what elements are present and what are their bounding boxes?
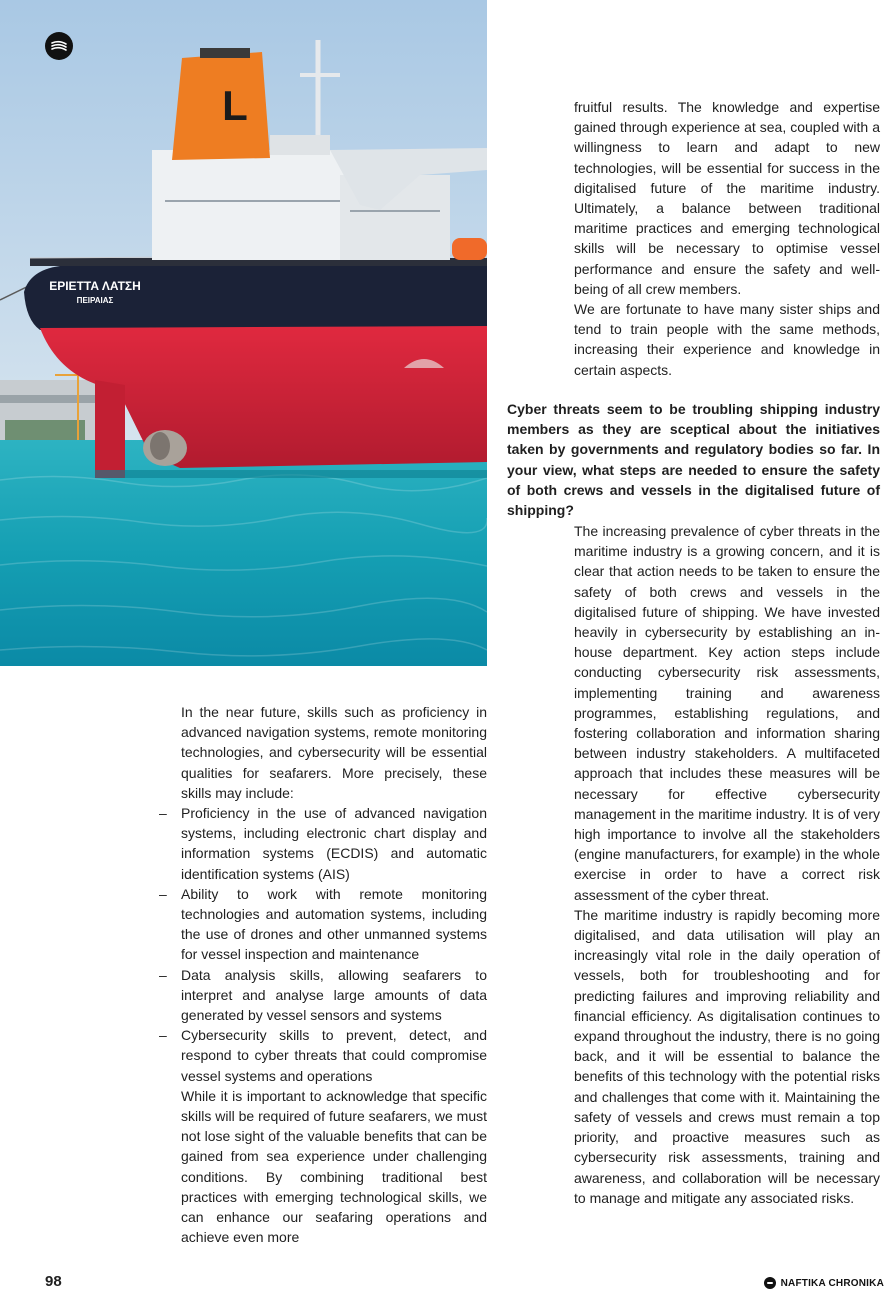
list-item-text: Ability to work with remote monitoring technologies and automation systems, including the use of drones and other unmanned systems for vessel inspection and maintenance xyxy=(181,885,487,963)
skills-list xyxy=(159,803,487,1086)
right-column-bottom xyxy=(574,521,880,1208)
closing-paragraph: While it is important to acknowledge that specific skills will be required of future seafarers, we must not lose sight of the valuable benefits that can be gained from sea experience under challenging conditions. By combining traditional best practices with emerging technological skills, we can enhance our seafaring operations and achieve even more xyxy=(181,1087,487,1246)
interview-question: Cyber threats seem to be troubling shipping industry members as they are sceptical about the initiatives taken by governments and regulatory bodies so far. In your view, what steps are needed to ensure the safety of both crews and vessels in the digitalised future of shipping? xyxy=(507,401,880,519)
list-item xyxy=(159,1025,487,1086)
sister-ships-paragraph: We are fortunate to have many sister ships and tend to train people with the same methods, increasing their experience and knowledge in certain aspects. xyxy=(574,301,880,378)
list-item xyxy=(159,803,487,884)
bullet-dash: – xyxy=(159,885,167,902)
list-item xyxy=(159,965,487,1026)
cyber-threats-paragraph: The increasing prevalence of cyber threats in the maritime industry is a growing concern, and it is clear that action needs to be taken to ensure the safety of both crews and vessels in the digitalised future of shipping. We have invested heavily in cybersecurity by establishing an in-house department. Key action steps include conducting cybersecurity risk assessments, implementing training and awareness programmes, establishing regulations, and fostering collaboration and information sharing between industry stakeholders. A multifaceted approach that includes these measures will be necessary for effective cybersecurity management in the maritime industry. It is of very high importance to involve all the stakeholders (engine manufacturers, for example) in the whole exercise in order to have a correct risk assessment of the cyber threat. xyxy=(574,523,880,903)
digitalisation-paragraph: The maritime industry is rapidly becoming more digitalised, and data utilisation will play an increasingly vital role in the daily operation of vessels, both for troubleshooting and for predicting failures and improving reliability and financial efficiency. As digitalisation continues to expand throughout the industry, there is no going back, and it will be essential to balance the benefits of this technology with the potential risks and challenges that come with it. Maintaining the safety of vessels and crews must remain a top priority, and proactive measures such as cybersecurity risk assessments, training and awareness, and collaboration will be necessary to manage and mitigate any associated risks. xyxy=(574,906,880,1206)
brand-name: NAFTIKA CHRONIKA xyxy=(780,1277,884,1289)
magazine-logo-icon xyxy=(45,32,73,60)
ship-photo xyxy=(0,0,487,666)
left-column xyxy=(159,702,487,1247)
right-column-top xyxy=(574,97,880,380)
ship-name: ΕΡΙΕΤΤΑ ΛΑΤΣΗ xyxy=(49,279,141,293)
funnel-mark: L xyxy=(222,82,248,129)
intro-paragraph: In the near future, skills such as proficiency in advanced navigation systems, remote monitoring technologies, and cybersecurity will be essential qualities for seafarers. More precisely, these skills may include: xyxy=(181,704,487,801)
page-number: 98 xyxy=(45,1273,62,1290)
ship-port: ΠΕΙΡΑΙΑΣ xyxy=(76,296,114,305)
list-item-text: Proficiency in the use of advanced navigation systems, including electronic chart display and information systems (ECDIS) and automatic identification systems (AIS) xyxy=(181,805,487,882)
bullet-dash: – xyxy=(159,1027,167,1044)
list-item xyxy=(159,884,487,965)
brand-logo-icon xyxy=(764,1277,776,1289)
bullet-dash: – xyxy=(159,966,167,983)
list-item-text: Cybersecurity skills to prevent, detect, and respond to cyber threats that could compromise vessel systems and operations xyxy=(181,1027,487,1084)
publication-brand xyxy=(764,1275,884,1291)
list-item-text: Data analysis skills, allowing seafarers to interpret and analyse large amounts of data generated by vessel sensors and systems xyxy=(181,966,487,1024)
bullet-dash: – xyxy=(159,805,167,822)
continued-paragraph: fruitful results. The knowledge and expertise gained through experience at sea, coupled with a willingness to learn and adapt to new technologies, will be essential for success in the digitalised future of the maritime industry. Ultimately, a balance between traditional maritime practices and emerging technological skills will be necessary to optimise vessel performance and ensure the safety and well-being of all crew members. xyxy=(574,99,880,297)
